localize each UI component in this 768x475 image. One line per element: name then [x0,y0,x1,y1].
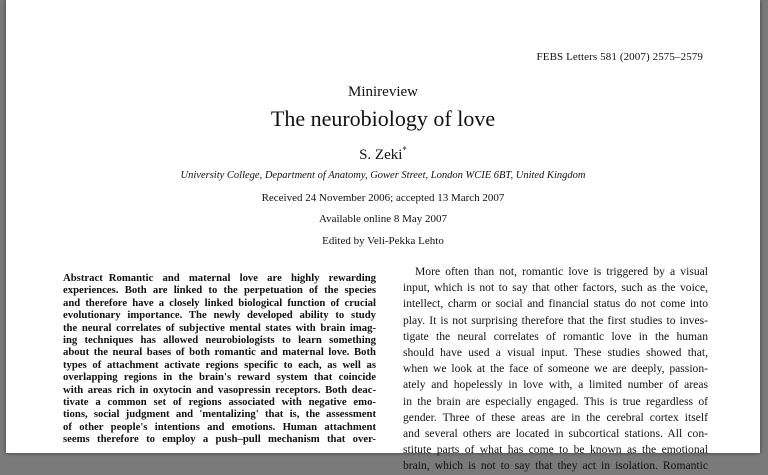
abstract-line [63,272,376,284]
body-line: in the brain are especially engaged. This is true regardless of [403,394,708,408]
body-text-column [403,264,708,475]
abstract-block [63,272,376,446]
abstract-line: and therefore have a closely linked biological function of crucial [63,296,376,309]
paper-page [6,0,760,473]
abstract-line: tivate a common set of regions associated with negative emo- [63,396,376,409]
body-line: stitute parts of what has come to be known as the emotional [403,443,708,457]
body-line: intellect, charm or social and financial status do not come into [403,297,708,311]
abstract-line: seems therefore to employ a push–pull mechanism that over- [63,433,376,446]
journal-reference: FEBS Letters 581 (2007) 2575–2579 [536,51,703,63]
received-dates: Received 24 November 2006; accepted 13 March 2007 [261,192,505,204]
available-online-date: Available online 8 May 2007 [318,213,448,225]
article-category: Minireview [348,84,418,100]
abstract-line-text: Romantic and maternal love are highly rewarding [108,272,376,284]
author-affiliation: University College, Department of Anatomy, Gower Street, London WCIE 6BT, United Kingdom [180,170,586,181]
body-line: ately and hopelessly in love with, a limited number of areas [403,378,708,392]
abstract-label: Abstract [63,272,103,284]
body-line: should have used a visual input. These studies showed that, [403,346,708,360]
abstract-line: experiences. Both are linked to the perpetuation of the species [63,284,376,297]
abstract-line: the neural correlates of subjective mental states with brain imag- [63,321,376,334]
article-title: The neurobiology of love [270,106,496,131]
body-line: and several others are located in subcortical stations. All con- [403,427,708,441]
abstract-line: of other people's intentions and emotions. Human attachment [63,420,376,433]
abstract-line: evolutionary importance. The newly developed ability to study [63,309,376,322]
corresponding-author-mark: * [402,145,407,155]
edited-by: Edited by Veli-Pekka Lehto [322,235,444,247]
body-line: gender. Three of these areas are in the cerebral cortex itself [403,410,708,424]
body-line: tigate the neural correlates of romantic love in the human [403,329,708,343]
abstract-line: about the neural bases of both romantic and maternal love. Both [63,346,376,359]
abstract-line: with areas rich in oxytocin and vasopressin receptors. Both deac- [63,383,376,396]
abstract-line: ing techniques has allowed neurobiologists to learn something [63,334,376,347]
abstract-line: types of attachment activate regions specific to each, as well as [63,358,376,371]
body-line: brain, which is not to say that they act in isolation. Romantic [403,459,708,473]
abstract-line: overlapping regions in the brain's reward system that coincide [63,371,376,384]
author-name: S. Zeki [359,147,403,163]
abstract-line: tions, social judgment and 'mentalizing' that is, the assessment [63,408,376,421]
author-line [6,145,760,164]
body-line: when we look at the face of someone we are deeply, passion- [403,362,708,376]
body-line: More often than not, romantic love is triggered by a visual [415,265,708,278]
body-line: play. It is not surprising therefore that the first studies to inves- [403,313,708,327]
body-line: input, which is not to say that other factors, such as the voice, [403,281,708,295]
